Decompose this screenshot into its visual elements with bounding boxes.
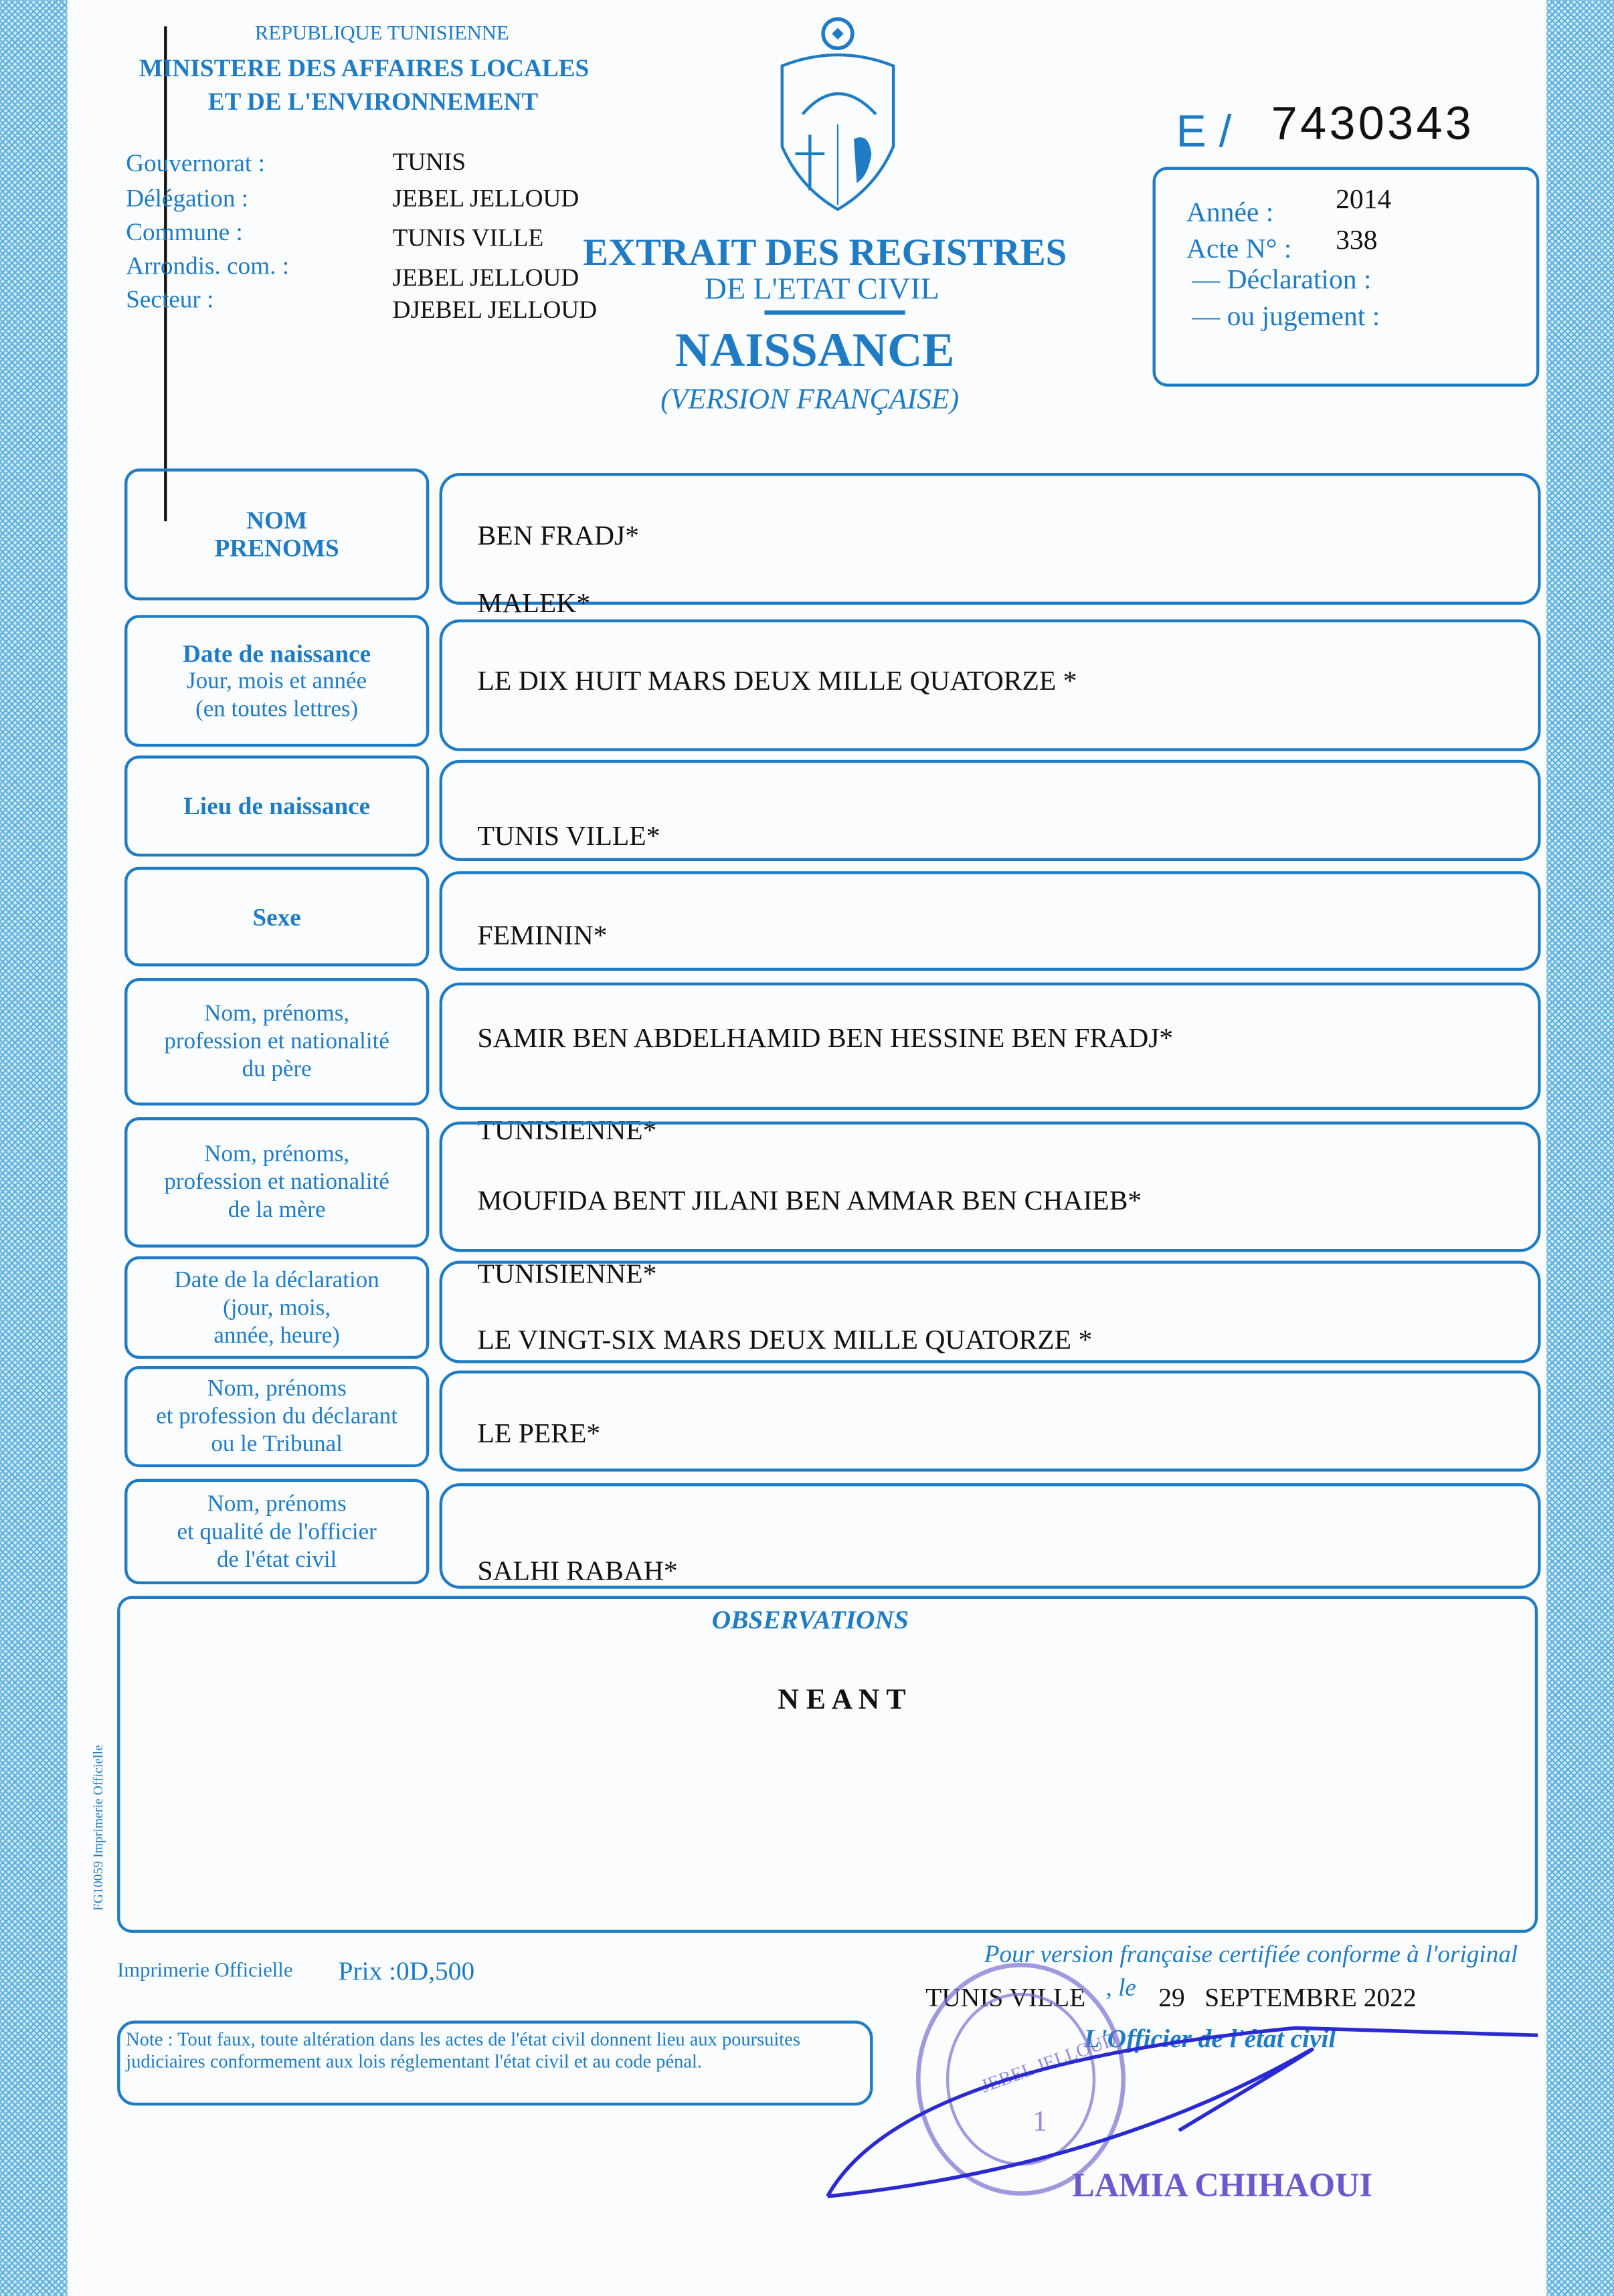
field-label: Délégation :	[126, 184, 249, 213]
row-label-line: (en toutes lettres)	[195, 696, 359, 721]
le-label: , le	[1105, 1974, 1136, 2002]
title-divider	[765, 310, 905, 315]
row-label-line: Sexe	[252, 902, 301, 931]
row-value: LE DIX HUIT MARS DEUX MILLE QUATORZE *	[477, 666, 1077, 697]
security-border-left	[0, 0, 68, 2296]
row-label-line: de l'état civil	[216, 1547, 337, 1572]
note-text: Note : Tout faux, toute altération dans les actes de l'état civil donnent lieu aux poursuites judiciaires conformement aux lois réglementant l'état civil et au code pénal.	[126, 2028, 800, 2073]
place-value: TUNIS VILLE	[925, 1982, 1086, 2012]
row-label	[124, 755, 429, 856]
row-label-line: Jour, mois et année	[187, 668, 367, 694]
row-label-line: du père	[242, 1057, 312, 1082]
row-value: MALEK*	[477, 588, 591, 619]
field-label: Arrondis. com. :	[126, 252, 290, 280]
row-label-line: Nom, prénoms	[207, 1376, 347, 1402]
row-value: MOUFIDA BENT JILANI BEN AMMAR BEN CHAIEB*	[477, 1185, 1142, 1217]
officer-title: L'Officier de l'état civil	[1083, 2023, 1336, 2053]
row-label-line: et qualité de l'officier	[177, 1519, 377, 1544]
row-value: SALHI RABAH*	[477, 1556, 678, 1588]
row-label-line: NOM	[246, 506, 308, 535]
declaration-label: — Déclaration :	[1192, 265, 1372, 296]
title-version: (VERSION FRANÇAISE)	[660, 383, 960, 416]
row-value-box	[440, 1371, 1541, 1472]
observations-title: OBSERVATIONS	[711, 1604, 909, 1634]
annee-value: 2014	[1336, 184, 1392, 215]
row-label-line: Nom, prénoms,	[204, 1142, 350, 1167]
row-label-line: profession et nationalité	[164, 1169, 389, 1195]
row-label	[124, 978, 429, 1105]
row-label	[124, 1479, 429, 1585]
row-label-line: Nom, prénoms,	[204, 1001, 350, 1027]
field-value: TUNIS VILLE	[392, 223, 544, 252]
row-label	[124, 615, 429, 747]
price-label: Prix :0D,500	[338, 1956, 475, 1986]
annee-label: Année :	[1186, 197, 1274, 229]
observations-box	[117, 1596, 1538, 1933]
row-label-line: de la mère	[228, 1198, 326, 1223]
row-value: LE VINGT-SIX MARS DEUX MILLE QUATORZE *	[477, 1325, 1093, 1356]
jugement-label: — ou jugement :	[1192, 301, 1380, 332]
date-value: 29 SEPTEMBRE 2022	[1158, 1982, 1417, 2012]
acte-value: 338	[1336, 225, 1378, 257]
field-label: Commune :	[126, 218, 243, 246]
title-naissance: NAISSANCE	[675, 324, 955, 378]
row-label-line: Date de la déclaration	[174, 1267, 379, 1293]
field-value: JEBEL JELLOUD	[392, 184, 579, 213]
tunisia-coat-of-arms-icon	[774, 15, 903, 212]
row-label-line: PRENOMS	[214, 534, 339, 563]
title-extrait: EXTRAIT DES REGISTRES	[583, 231, 1067, 274]
row-label-line: Lieu de naissance	[183, 792, 371, 820]
row-label-line: Date de naissance	[183, 639, 371, 667]
ministry-line1: MINISTERE DES AFFAIRES LOCALES	[139, 54, 590, 82]
serial-number: 7430343	[1271, 96, 1475, 150]
stamp-text: JEBEL JELLOUD	[978, 2028, 1119, 2097]
acte-label: Acte N° :	[1186, 234, 1292, 266]
row-label	[124, 1366, 429, 1467]
row-label-line: Nom, prénoms	[207, 1491, 347, 1517]
row-label	[124, 468, 429, 600]
security-border-right	[1546, 0, 1614, 2296]
row-label	[124, 1117, 429, 1248]
row-label-line: et profession du déclarant	[156, 1404, 398, 1430]
ministry-line2: ET DE L'ENVIRONNEMENT	[207, 88, 539, 116]
printer-reference: FG10059 Imprimerie Officielle	[90, 1745, 106, 1911]
row-value: TUNISIENNE*	[477, 1259, 657, 1290]
officer-name: LAMIA CHIHAOUI	[1072, 2167, 1373, 2204]
republic-label: REPUBLIQUE TUNISIENNE	[254, 23, 509, 45]
row-value: SAMIR BEN ABDELHAMID BEN HESSINE BEN FRADJ*	[477, 1023, 1174, 1054]
field-value: TUNIS	[392, 148, 466, 176]
observations-value: N E A N T	[778, 1684, 906, 1717]
field-value: JEBEL JELLOUD	[392, 263, 579, 292]
svg-text:1: 1	[1033, 2105, 1047, 2137]
row-label-line: profession et nationalité	[164, 1029, 389, 1054]
title-etat-civil: DE L'ETAT CIVIL	[704, 270, 939, 306]
row-value: BEN FRADJ*	[477, 521, 639, 553]
row-label	[124, 1256, 429, 1359]
row-label-line: ou le Tribunal	[211, 1432, 343, 1457]
row-label-line: année, heure)	[213, 1323, 340, 1348]
row-value: TUNISIENNE*	[477, 1115, 657, 1147]
serial-prefix: E /	[1176, 105, 1232, 157]
printer-label: Imprimerie Officielle	[117, 1960, 293, 1983]
row-value: LE PERE*	[477, 1418, 601, 1450]
field-label: Secteur :	[126, 285, 214, 314]
row-value: FEMININ*	[477, 921, 608, 952]
row-label-line: (jour, mois,	[223, 1295, 331, 1321]
certified-label: Pour version française certifiée conforme à l'original	[984, 1940, 1518, 1968]
field-value: DJEBEL JELLOUD	[392, 296, 598, 324]
row-value: TUNIS VILLE*	[477, 821, 660, 852]
field-label: Gouvernorat :	[126, 149, 265, 177]
row-label	[124, 867, 429, 967]
